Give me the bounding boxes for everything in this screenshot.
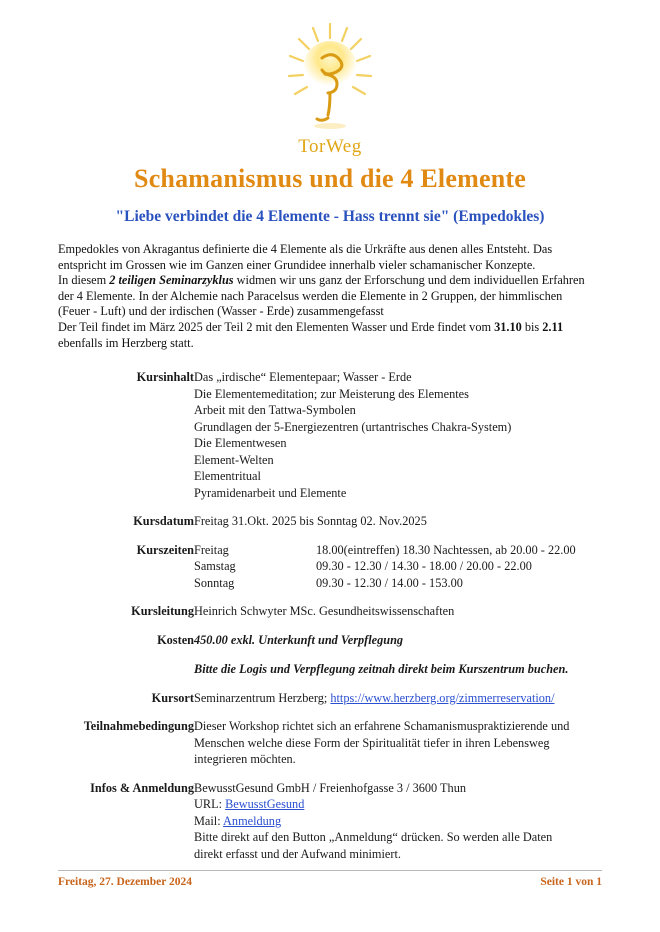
- list-item: Die Elementemeditation; zur Meisterung des Elementes: [194, 386, 469, 401]
- intro-line-1: Empedokles von Akragantus definierte die 4 Elemente als die Urkräfte aus denen alles Entsteht. Das: [58, 242, 553, 256]
- label-kursdatum: Kursdatum: [133, 514, 194, 529]
- table-row-teilnahmebedingung: [58, 718, 602, 768]
- table-row-kosten: [58, 632, 602, 678]
- schedule-time: 18.00(eintreffen) 18.30 Nachtessen, ab 20.00 - 22.00: [316, 542, 576, 557]
- company-address: BewusstGesund GmbH / Freienhofgasse 3 / 3600 Thun: [194, 780, 466, 795]
- list-item: Grundlagen der 5-Energiezentren (urtantrisches Chakra-System): [194, 419, 512, 434]
- table-row-kursdatum: [58, 513, 602, 530]
- list-item: Arbeit mit den Tattwa-Symbolen: [194, 403, 356, 418]
- value-kosten: [194, 632, 602, 678]
- label-kosten: Kosten: [157, 632, 194, 647]
- intro-line-3-a: In diesem: [58, 273, 110, 288]
- footer-page-number: Seite 1 von 1: [540, 876, 602, 888]
- text-line: integrieren möchten.: [194, 752, 296, 767]
- intro-line-6-mid: bis: [521, 319, 543, 334]
- footer-divider: [58, 870, 602, 871]
- list-item: Pyramidenarbeit und Elemente: [194, 485, 347, 500]
- intro-line-3-b: widmen wir uns ganz der Erforschung und dem individuellen Erfahren: [233, 273, 585, 288]
- url-row: [194, 796, 602, 813]
- footer-date: Freitag, 27. Dezember 2024: [58, 876, 193, 888]
- text-line: Dieser Workshop richtet sich an erfahrene Schamanismuspraktizierende und: [194, 719, 570, 734]
- page-footer: [58, 870, 602, 888]
- label-kursort: Kursort: [151, 690, 194, 705]
- schedule-day: Freitag: [194, 542, 229, 557]
- herzberg-reservation-link[interactable]: https://www.herzberg.org/zimmerreservation/: [330, 690, 555, 705]
- value-kursort: [194, 690, 602, 707]
- intro-line-5: (Feuer - Luft) und der irdischen (Wasser - Erde) zusammengefasst: [58, 304, 384, 319]
- kursort-prefix: Seminarzentrum Herzberg;: [194, 690, 331, 705]
- intro-paragraph: [58, 242, 602, 351]
- text-line: Bitte direkt auf den Button „Anmeldung“ drücken. So werden alle Daten: [194, 830, 553, 845]
- schedule-time: 09.30 - 12.30 / 14.00 - 153.00: [316, 575, 463, 590]
- table-row-kursort: [58, 690, 602, 707]
- value-kurszeiten: [194, 542, 602, 592]
- intro-line-3: [58, 273, 602, 289]
- intro-line-6-a: Der Teil findet im März 2025 der Teil 2 mit den Elementen Wasser und Erde findet vom: [58, 319, 495, 334]
- url-label: URL:: [194, 797, 226, 812]
- intro-line-6: [58, 320, 602, 336]
- value-teilnahmebedingung: [194, 718, 602, 768]
- logo-container: [58, 0, 602, 134]
- intro-line-2: entspricht im Grossen wie im Ganzen einer Grundidee innerhalb vieler schamanischer Konzepte.: [58, 257, 536, 272]
- value-infos-anmeldung: [194, 780, 602, 863]
- value-kursleitung: Heinrich Schwyter MSc. Gesundheitswissenschaften: [194, 604, 455, 619]
- list-item: Element-Welten: [194, 452, 274, 467]
- intro-date-end: 2.11: [542, 319, 564, 334]
- text-line: direkt erfasst und der Aufwand minimiert.: [194, 846, 401, 861]
- schedule-row: [194, 575, 602, 592]
- label-teilnahmebedingung: Teilnahmebedingung: [83, 719, 194, 734]
- label-kursinhalt: Kursinhalt: [136, 370, 194, 385]
- list-item: Elementritual: [194, 469, 261, 484]
- label-kurszeiten: Kurszeiten: [136, 542, 194, 557]
- course-details-table: [58, 369, 602, 862]
- bewusstgesund-link[interactable]: BewusstGesund: [225, 797, 305, 812]
- page-title: Schamanismus und die 4 Elemente: [134, 164, 526, 193]
- value-kursdatum: Freitag 31.Okt. 2025 bis Sonntag 02. Nov.2025: [194, 514, 427, 529]
- anmeldung-link[interactable]: Anmeldung: [223, 813, 282, 828]
- schedule-row: [194, 542, 602, 559]
- table-row-infos-anmeldung: [58, 780, 602, 863]
- intro-seminarzyklus-emphasis: 2 teiligen Seminarzyklus: [109, 273, 234, 288]
- schedule-time: 09.30 - 12.30 / 14.30 - 18.00 / 20.00 - 22.00: [316, 559, 532, 574]
- label-infos-anmeldung: Infos & Anmeldung: [90, 780, 194, 795]
- table-row-kursinhalt: [58, 369, 602, 501]
- value-kursinhalt: [194, 369, 602, 501]
- schedule-day: Samstag: [194, 559, 236, 574]
- mail-row: [194, 813, 602, 830]
- schedule-row: [194, 558, 602, 575]
- intro-date-start: 31.10: [494, 319, 522, 334]
- schedule-day: Sonntag: [194, 575, 235, 590]
- list-item: Die Elementwesen: [194, 436, 287, 451]
- kosten-note: Bitte die Logis und Verpflegung zeitnah direkt beim Kurszentrum buchen.: [194, 662, 569, 677]
- list-item: Das „irdische“ Elementepaar; Wasser - Erde: [194, 370, 412, 385]
- intro-line-7: ebenfalls im Herzberg statt.: [58, 335, 194, 350]
- brand-name: TorWeg: [298, 136, 362, 157]
- table-row-kursleitung: [58, 603, 602, 620]
- table-row-kurszeiten: [58, 542, 602, 592]
- intro-line-4: der 4 Elemente. In der Alchemie nach Paracelsus werden die Elemente in 2 Gruppen, der himmlischen: [58, 288, 563, 303]
- sun-spiral-logo-icon: [282, 22, 378, 134]
- mail-label: Mail:: [194, 813, 224, 828]
- kosten-amount: 450.00 exkl. Unterkunft und Verpflegung: [194, 632, 404, 647]
- text-line: Menschen welche diese Form der Spiritualität tiefer in ihren Lebensweg: [194, 735, 550, 750]
- label-kursleitung: Kursleitung: [131, 604, 194, 619]
- page-subtitle: "Liebe verbindet die 4 Elemente - Hass trennt sie" (Empedokles): [115, 208, 545, 225]
